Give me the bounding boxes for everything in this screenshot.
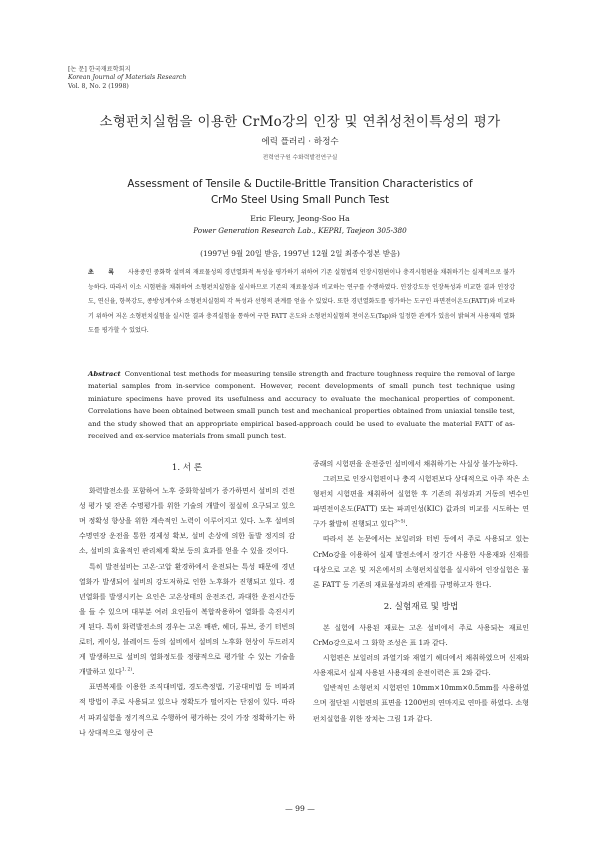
body-paragraph: 시험편은 보일러의 과열기와 재열기 헤더에서 채취하였으며 신재와 사용재로서 실제 사용된 사용재의 운전이력은 표 2와 같다.	[313, 654, 529, 678]
body-paragraph-text: 그러므로 인장시험편이나 충격 시험편보다 상대적으로 아주 작은 소형펀치 시험편을 채취하여 실험한 후 기존의 취성과괴 거동의 변수인 파면전이온도(FATT) 또는 파괴인성(KIC) 값과의 비교를 시도하는 연구가 활발히 진행되고 있다	[313, 475, 529, 529]
citation-ref: 3~5)	[394, 520, 406, 526]
body-paragraph: 특히 발전설비는 고온·고압 환경하에서 운전되는 특성 때문에 경년열화가 발생되어 설비의 강도저하로 인한 노후화가 진행되고 있다. 경년열화를 발생시키는 요인은 고온상태의 운전조건, 과대한 운전시간등을 들 수 있으며 대부분 여러 요인들이 복합작용하여 열화를 촉진시키게 된다. 특히 화력발전소의 경우는 고온 배관, 헤더, 튜브, 증기 터빈의 로터, 케이싱, 블레이드 등의 설비에서 설비의 노후화 현상이 두드러지게 발생하므로 설비의 열화정도를 정량적으로 평가할 수 있는 기술을 개발하고 있다$^{1, 2)}$.	[79, 562, 295, 677]
body-paragraph: 일반적인 소형펀치 시험편인 10mm×10mm×0.5mm를 사용하였으며 절단된 시험편의 표면을 1200번의 연마지로 연마를 하였다. 소형펀치실험을 위한 장치는 그림 1과 같다.	[313, 684, 529, 723]
journal-line-1: [논 문] 한국재료학회지	[68, 66, 131, 73]
korean-abstract-label: 초 록	[88, 269, 120, 276]
journal-header	[68, 66, 186, 91]
english-authors: Eric Fleury, Jeong-Soo Ha	[250, 214, 350, 223]
body-paragraph: 종래의 시험편을 운전중인 설비에서 채취하기는 사실상 불가능하다.	[313, 460, 518, 468]
body-paragraph-text: 특히 발전설비는 고온·고압 환경하에서 운전되는 특성 때문에 경년열화가 발생되어 설비의 강도저하로 인한 노후화가 진행되고 있다. 경년열화를 발생시키는 요인은 고온상태의 운전조건, 과대한 운전시간등을 들 수 있으며 대부분 여러 요인들이 복합작용하여 열화를 촉진시키게 된다. 특히 화력발전소의 경우는 고온 배관, 헤더, 튜브, 증기 터빈의 로터, 케이싱, 블레이드 등의 설비에서 설비의 노후화 현상이 두드러지게 발생하므로 설비의 열화정도를 정량적으로 평가할 수 있는 기술을 개발하고 있다	[79, 562, 295, 677]
korean-abstract	[88, 266, 515, 339]
body-paragraph: 그러므로 인장시험편이나 충격 시험편보다 상대적으로 아주 작은 소형펀치 시험편을 채취하여 실험한 후 기존의 취성과괴 거동의 변수인 파면전이온도(FATT) 또는 파괴인성(KIC) 값과의 비교를 시도하는 연구가 활발히 진행되고 있다$^{3\sim 5)}$.	[313, 475, 529, 529]
section-2-heading: 2. 실험재료 및 방법	[383, 601, 459, 612]
english-abstract	[88, 368, 515, 442]
english-affiliation: Power Generation Research Lab., KEPRI, Taejeon 305-380	[193, 226, 407, 235]
received-dates: (1997년 9월 20일 받음, 1997년 12월 2일 최종수정본 받음)	[200, 249, 400, 258]
korean-authors: 에릭 플러리 · 하정수	[261, 137, 339, 147]
english-title	[0, 176, 600, 208]
korean-title: 소형펀치실험을 이용한 CrMo강의 인장 및 연취성천이특성의 평가	[99, 114, 501, 130]
citation-ref: 1, 2)	[121, 667, 133, 673]
journal-line-2: Korean Journal of Materials Research	[68, 74, 187, 82]
body-paragraph: 따라서 본 논문에서는 보일러와 터빈 등에서 주로 사용되고 있는 CrMo강을 이용하여 실제 발전소에서 장기간 사용한 사용재와 신재를 대상으로 고온 및 저온에서의 소형펀치실험을 실시하여 인장실험은 물론 FATT 등 기존의 재료물성과의 관계를 규명하고자 한다.	[313, 535, 529, 589]
english-title-line-1: Assessment of Tensile & Ductile-Brittle Transition Characteristics of	[127, 178, 473, 190]
korean-abstract-text: 사용중인 중화학 설비의 재료물성의 경년열화적 특성을 평가하기 위하여 기존 실험법의 인장시험편이나 충격시험편을 채취하기는 실제적으로 불가능하다. 따라서 이소 시험편을 채취하여 소형펀치실험을 실시하므로 기존의 재료물성과 비교하는 연구를 수행하였다. 인장강도등 인장특성과 비교한 결과 인장강도, 연신율, 항복강도, 종방성계수와 소형펀치실험의 각 특성과 선형적 관계를 얻을 수 있었다. 또한 경년열화도를 평가하는 도구인 파면전이온도(FATT)와 비교하기 위하여 저온 소형펀치실험을 실시한 결과 충격실험을 통하여 구한 FATT 온도와 소형펀치실험의 천이온도(Tsp)와 일정한 관계가 있음이 밝혀져 사용재의 열화도를 평가할 수 있었다.	[88, 269, 515, 335]
english-title-line-2: CrMo Steel Using Small Punch Test	[210, 194, 390, 206]
journal-line-3: Vol. 8, No. 2 (1998)	[68, 82, 129, 90]
korean-affiliation: 전력연구원 수화력발전연구실	[262, 155, 338, 161]
section-1-heading: 1. 서 론	[171, 463, 203, 473]
page-number: — 99 —	[285, 804, 315, 813]
body-paragraph: 본 실험에 사용된 재료는 고온 설비에서 주로 사용되는 재료인 CrMo강으로서 그 화학 조성은 표 1과 같다.	[313, 623, 529, 648]
right-column	[313, 457, 529, 727]
body-paragraph: 화력발전소를 포함하여 노후 중화학설비가 증가하면서 설비의 건전성 평가 및 잔존 수명평가를 위한 기술의 개발이 절실히 요구되고 있으며 정확성 향상을 위한 계속적인 노력이 이루어지고 있다. 노후 설비의 수명연장 운전을 통한 경제성 확보, 설비 손상에 의한 돌발 정지의 감소, 설비의 효율적인 관리체계 확보 등의 효과를 얻을 수 있을 것이다.	[79, 487, 295, 556]
left-column	[79, 457, 295, 741]
english-abstract-text: Conventional test methods for measuring tensile strength and fracture toughness require the removal of large material samples from in-service component. However, recent developments of small punch test technique using miniature specimens have proved its usefulness and accuracy to evaluate the mechanical properties of component. Correlations have been obtained between small punch test and mechanical properties obtained from uniaxial tensile test, and the study showed that an appropriate empirical based-approach could be used to evaluate the material FATT of as-received and ex-service materials from small punch test.	[88, 370, 515, 441]
body-paragraph: 표면복제를 이용한 조직대비법, 경도측정법, 기공대비법 등 비파괴적 방법이 주로 사용되고 있으나 정확도가 떨어지는 단점이 있다. 따라서 파괴실험을 정기적으로 수행하여 평가하는 것이 가장 정확하기는 하나 상대적으로 형상이 큰	[79, 683, 295, 737]
english-abstract-label: Abstract	[88, 370, 121, 378]
